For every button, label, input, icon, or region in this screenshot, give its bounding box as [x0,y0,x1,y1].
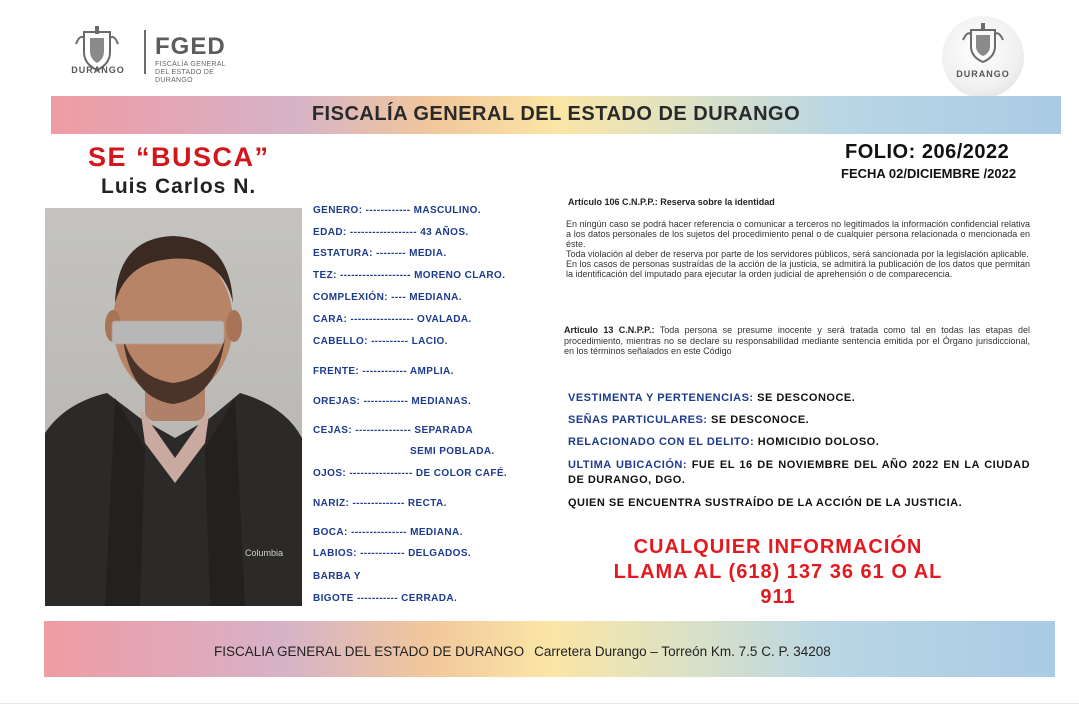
characteristic-dash: -------- [376,248,406,259]
fged-logo [52,22,252,82]
info-ubicacion: ULTIMA UBICACIÓN: FUE EL 16 DE NOVIEMBRE DEL AÑO 2022 EN LA CIUDAD DE DURANGO, DGO. [568,459,1031,486]
logo-divider [144,30,146,74]
characteristic-dash: ---------- [371,336,409,347]
characteristic-row [313,292,462,303]
characteristic-label: ESTATURA: [313,248,373,259]
characteristic-dash: -------------- [352,498,405,509]
article-106-paragraph: En los casos de personas sustraídas de la acción de la justicia, se admitirá la publicación de los datos que permitan la identificación del imputado para ejecutar la orden judicial de aprehensión o de comparecencia. [566,259,1030,279]
characteristic-dash: --------------- [350,527,407,538]
characteristic-label: BOCA: [313,527,348,538]
info-senas: SEÑAS PARTICULARES: SE DESCONOCE. [568,414,810,426]
footer-text [214,644,831,659]
characteristic-label: BARBA Y [313,571,361,582]
durango-seal [942,16,1024,98]
info-sustraido: QUIEN SE ENCUENTRA SUSTRAÍDO DE LA ACCIÓN DE LA JUSTICIA. [568,497,963,509]
characteristic-row [313,425,473,436]
characteristic-row [313,468,507,479]
characteristic-label: CEJAS: [313,425,353,436]
footer-org: FISCALIA GENERAL DEL ESTADO DE DURANGO [214,644,525,659]
characteristic-label: CARA: [313,314,348,325]
characteristic-value: MEDIANAS. [411,396,472,407]
characteristic-row [313,270,505,281]
characteristic-row [313,314,472,325]
characteristic-label: BIGOTE [313,593,354,604]
characteristic-value: MEDIA. [409,248,447,259]
characteristic-value: 43 AÑOS. [420,227,469,238]
info-vestimenta: VESTIMENTA Y PERTENENCIAS: SE DESCONOCE. [568,392,856,404]
characteristic-value: DELGADOS. [408,548,472,559]
characteristic-value: MEDIANA. [409,292,462,303]
characteristic-dash: --------------- [355,425,412,436]
article-106-paragraph: En ningún caso se podrá hacer referencia o comunicar a terceros no legitimados la información confidencial relativa a los datos personales de los sujetos del procedimiento penal o de cualquier persona relacionada o mencionada en éste. [566,219,1030,249]
characteristic-dash: ------------ [362,366,408,377]
characteristic-row [313,571,361,582]
characteristic-value: AMPLIA. [409,366,454,377]
characteristic-label: EDAD: [313,227,347,238]
svg-text:Columbia: Columbia [245,548,284,558]
characteristic-value: SEPARADA [414,425,473,436]
logo-acronym: FGED [155,33,226,60]
logo-subtitle: FISCALÍA GENERAL DEL ESTADO DE DURANGO [155,61,226,84]
characteristic-value: OVALADA. [417,314,472,325]
characteristic-value: DE COLOR CAFÉ. [415,468,508,479]
info-delito: RELACIONADO CON EL DELITO: HOMICIDIO DOLOSO. [568,436,880,448]
article-13-body: Toda persona se presume inocente y será tratada como tal en todas las etapas del procedimiento, mientras no se declare su responsabilidad mediante sentencia emitida por el Órgano jurisdiccional, en los términos señalados en este Código [564,325,1031,356]
characteristic-label: CABELLO: [313,336,368,347]
article-13-text [564,325,1030,357]
characteristic-value: MEDIANA. [410,527,463,538]
characteristic-row [410,446,495,457]
eyes-censor-bar [112,321,224,344]
folio-number: FOLIO: 206/2022 [845,141,1010,163]
characteristic-dash: ---- [391,292,407,303]
characteristic-dash: ----------- [356,593,398,604]
characteristic-label: OJOS: [313,468,347,479]
characteristic-row [313,205,481,216]
characteristic-dash: ------------ [360,548,405,559]
characteristic-value: MASCULINO. [413,205,481,216]
article-13-title: Artículo 13 C.N.P.P.: [564,325,655,335]
article-106-body [566,219,1030,279]
cta-phone-line: LLAMA AL (618) 137 36 61 O AL [613,561,943,583]
cta-line: CUALQUIER INFORMACIÓN [633,536,923,558]
footer-address: Carretera Durango – Torreón Km. 7.5 C. P. 34208 [534,644,831,659]
characteristic-label: NARIZ: [313,498,350,509]
characteristic-dash: ------------------ [349,227,418,238]
contact-call-to-action [588,535,968,610]
seal-durango-text: DURANGO [956,69,1010,79]
cta-emergency-number: 911 [760,586,796,608]
characteristic-dash: ------------ [365,205,411,216]
article-106-title: Artículo 106 C.N.P.P.: Reserva sobre la identidad [568,197,775,207]
characteristic-label: FRENTE: [313,366,360,377]
coat-of-arms-icon [960,22,1006,68]
characteristic-row [313,548,471,559]
header-banner [51,96,1061,134]
footer-banner [44,621,1055,677]
characteristic-value: RECTA. [407,498,447,509]
characteristic-dash: ------------ [363,396,409,407]
characteristic-row [313,593,457,604]
characteristic-row [313,248,447,259]
characteristic-value: LACIO. [411,336,448,347]
characteristic-label: COMPLEXIÓN: [313,292,388,303]
characteristic-label: LABIOS: [313,548,357,559]
characteristic-dash: ----------------- [350,314,414,325]
characteristic-row [313,336,448,347]
characteristic-row [313,366,454,377]
characteristic-row [313,498,447,509]
characteristic-row [313,227,469,238]
person-name: Luis Carlos N. [101,175,257,198]
person-photo [45,208,302,606]
characteristic-label: OREJAS: [313,396,361,407]
characteristic-label: GENERO: [313,205,363,216]
characteristic-dash: ----------------- [349,468,413,479]
characteristic-row [313,396,471,407]
characteristic-dash: ------------------- [340,270,411,281]
wanted-headline: SE “BUSCA” [88,142,270,172]
notice-date: FECHA 02/DICIEMBRE /2022 [841,166,1017,181]
person-photo-illustration [45,208,302,606]
article-106-paragraph: Toda violación al deber de reserva por parte de los servidores públicos, será sancionada por la legislación aplicable. [566,249,1029,259]
characteristic-label: TEZ: [313,270,337,281]
characteristic-value: MORENO CLARO. [414,270,506,281]
characteristic-row [313,527,463,538]
characteristic-value: SEMI POBLADA. [410,446,495,457]
characteristic-value: CERRADA. [401,593,458,604]
banner-title: FISCALÍA GENERAL DEL ESTADO DE DURANGO [311,103,801,125]
logo-durango-text: DURANGO [71,65,125,75]
